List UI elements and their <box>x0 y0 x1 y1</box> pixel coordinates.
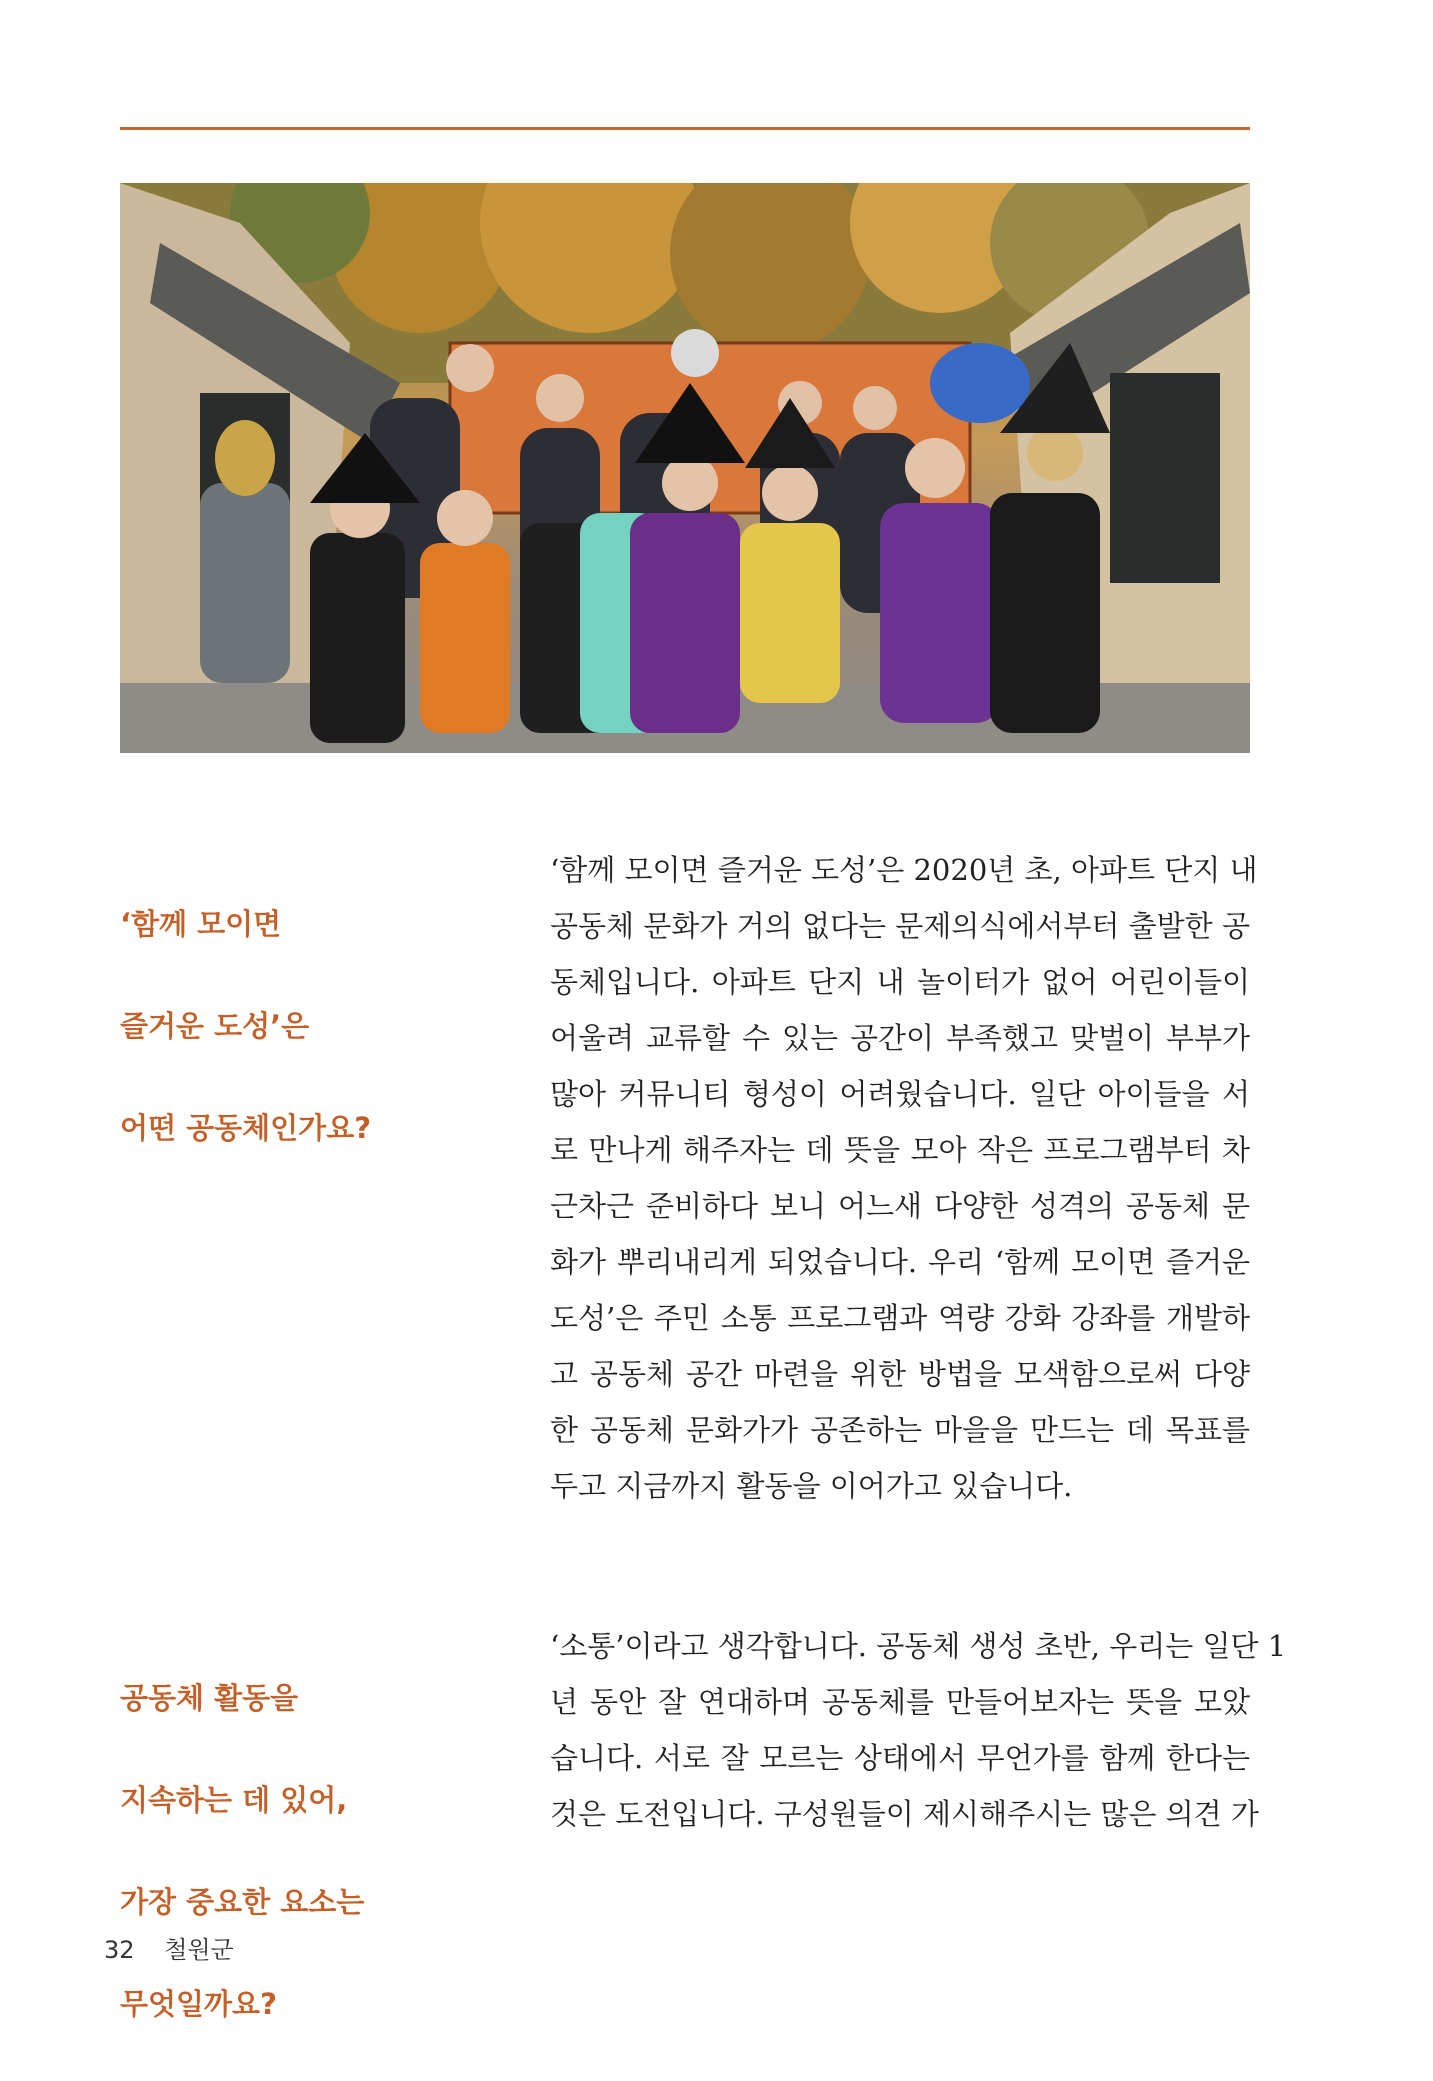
answer-line: 공동체 문화가 거의 없다는 문제의식에서부터 출발한 공 <box>550 909 1250 943</box>
halloween-group-photo <box>120 183 1250 753</box>
page-footer <box>104 1930 234 1965</box>
answer-line: 년 동안 잘 연대하며 공동체를 만들어보자는 뜻을 모았 <box>550 1685 1250 1719</box>
answer-line: ‘소통’이라고 생각합니다. 공동체 생성 초반, 우리는 일단 1 <box>550 1629 1287 1663</box>
question-heading-2 <box>120 1622 420 2081</box>
question-line: 즐거운 도성’은 <box>120 1009 310 1043</box>
answer-line: 많아 커뮤니티 형성이 어려웠습니다. 일단 아이들을 서 <box>550 1077 1250 1111</box>
answer-line: 고 공동체 공간 마련을 위한 방법을 모색함으로써 다양 <box>550 1357 1250 1391</box>
question-line: 어떤 공동체인가요? <box>120 1111 372 1145</box>
question-heading-1 <box>120 848 420 1205</box>
answer-line: 어울려 교류할 수 있는 공간이 부족했고 맞벌이 부부가 <box>550 1021 1250 1055</box>
answer-line: 도성’은 주민 소통 프로그램과 역량 강화 강좌를 개발하 <box>550 1301 1250 1335</box>
answer-line: 한 공동체 문화가가 공존하는 마을을 만드는 데 목표를 <box>550 1413 1250 1447</box>
question-line: 가장 중요한 요소는 <box>120 1885 365 1919</box>
page-number: 32 <box>104 1936 135 1964</box>
section-name: 철원군 <box>164 1936 234 1964</box>
answer-line: 로 만나게 해주자는 데 뜻을 모아 작은 프로그램부터 차 <box>550 1133 1250 1167</box>
answer-line: 습니다. 서로 잘 모르는 상태에서 무언가를 함께 한다는 <box>550 1741 1250 1775</box>
question-line: 무엇일까요? <box>120 1987 277 2021</box>
answer-paragraph-1 <box>550 842 1258 1514</box>
answer-line: 것은 도전입니다. 구성원들이 제시해주시는 많은 의견 가 <box>550 1797 1259 1831</box>
answer-paragraph-2 <box>550 1618 1287 1842</box>
answer-line: ‘함께 모이면 즐거운 도성’은 2020년 초, 아파트 단지 내 <box>550 853 1258 887</box>
question-line: ‘함께 모이면 <box>120 907 282 941</box>
answer-line: 두고 지금까지 활동을 이어가고 있습니다. <box>550 1469 1073 1503</box>
photo-image-icon <box>120 183 1250 753</box>
answer-line: 근차근 준비하다 보니 어느새 다양한 성격의 공동체 문 <box>550 1189 1250 1223</box>
answer-line: 화가 뿌리내리게 되었습니다. 우리 ‘함께 모이면 즐거운 <box>550 1245 1250 1279</box>
question-line: 지속하는 데 있어, <box>120 1783 348 1817</box>
answer-line: 동체입니다. 아파트 단지 내 놀이터가 없어 어린이들이 <box>550 965 1250 999</box>
top-divider-rule <box>120 127 1250 130</box>
question-line: 공동체 활동을 <box>120 1681 299 1715</box>
